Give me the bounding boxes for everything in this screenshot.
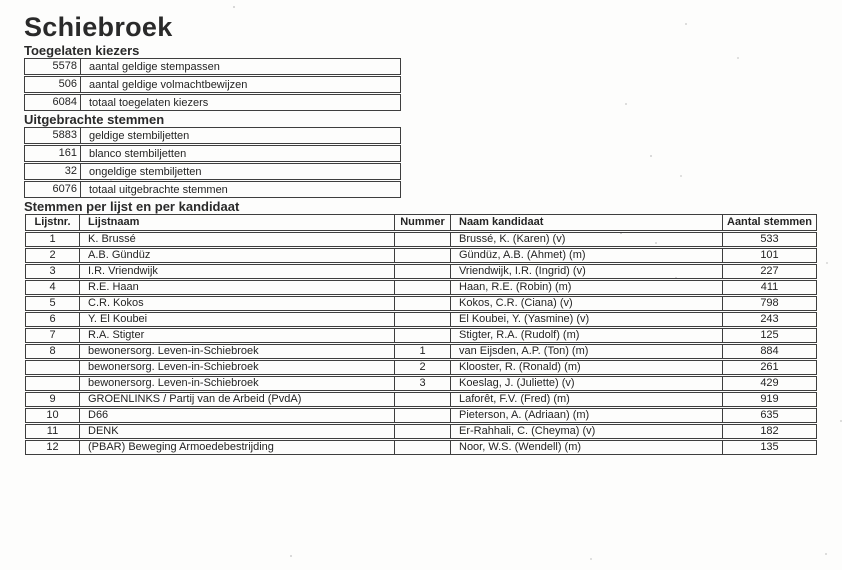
aantal-stemmen-cell: 261: [760, 361, 779, 373]
table-row: [25, 296, 817, 311]
kandidaten-table: [25, 214, 817, 455]
toegelaten-kiezers-table: [24, 58, 401, 111]
table-row: [25, 280, 817, 295]
aantal-stemmen-cell: 227: [760, 265, 779, 277]
lijstnr-cell: 12: [26, 441, 80, 454]
naam-kandidaat-cell: Pieterson, A. (Adriaan) (m): [451, 409, 723, 422]
nummer-cell: [395, 265, 451, 278]
naam-kandidaat-cell: El Koubei, Y. (Yasmine) (v): [451, 313, 723, 326]
lijstnaam-cell: (PBAR) Beweging Armoedebestrijding: [80, 441, 395, 454]
naam-kandidaat-cell: Haan, R.E. (Robin) (m): [451, 281, 723, 294]
nummer-cell: 3: [395, 377, 451, 390]
nummer-cell: 1: [395, 345, 451, 358]
lijstnr-cell: 5: [26, 297, 80, 310]
table-row: [24, 181, 401, 198]
lijstnr-cell: 8: [26, 345, 80, 358]
naam-kandidaat-cell: Brussé, K. (Karen) (v): [451, 233, 723, 246]
label-cell: geldige stembiljetten: [89, 129, 190, 142]
lijstnr-cell: [26, 361, 80, 374]
table-row: [25, 440, 817, 455]
label-cell: totaal uitgebrachte stemmen: [89, 183, 228, 196]
table-row: [25, 328, 817, 343]
section-toegelaten-kiezers: [24, 43, 842, 111]
table-row: [25, 312, 817, 327]
aantal-stemmen-cell: 798: [760, 297, 779, 309]
aantal-stemmen-cell: 243: [760, 313, 779, 325]
label-cell: aantal geldige stempassen: [89, 60, 220, 73]
nummer-cell: [395, 313, 451, 326]
aantal-stemmen-cell: 533: [760, 233, 779, 245]
lijstnaam-cell: D66: [80, 409, 395, 422]
naam-kandidaat-cell: Gündüz, A.B. (Ahmet) (m): [451, 249, 723, 262]
count-cell: 5883: [25, 128, 81, 143]
count-cell: 5578: [25, 59, 81, 74]
column-header-naam-kandidaat: Naam kandidaat: [451, 215, 723, 230]
column-header-lijstnaam: Lijstnaam: [80, 215, 395, 230]
nummer-cell: [395, 393, 451, 406]
naam-kandidaat-cell: Noor, W.S. (Wendell) (m): [451, 441, 723, 454]
lijstnr-cell: 4: [26, 281, 80, 294]
lijstnr-cell: [26, 377, 80, 390]
nummer-cell: [395, 249, 451, 262]
count-cell: 506: [25, 77, 81, 92]
lijstnr-cell: 3: [26, 265, 80, 278]
aantal-stemmen-cell: 919: [760, 393, 779, 405]
lijstnaam-cell: R.E. Haan: [80, 281, 395, 294]
column-header-aantal-stemmen: Aantal stemmen: [727, 216, 812, 228]
naam-kandidaat-cell: Vriendwijk, I.R. (Ingrid) (v): [451, 265, 723, 278]
lijstnaam-cell: bewonersorg. Leven-in-Schiebroek: [80, 345, 395, 358]
table-row: [25, 232, 817, 247]
table-row: [25, 408, 817, 423]
nummer-cell: [395, 329, 451, 342]
count-cell: 32: [25, 164, 81, 179]
nummer-cell: [395, 297, 451, 310]
lijstnaam-cell: A.B. Gündüz: [80, 249, 395, 262]
lijstnaam-cell: Y. El Koubei: [80, 313, 395, 326]
naam-kandidaat-cell: van Eijsden, A.P. (Ton) (m): [451, 345, 723, 358]
table-row: [24, 76, 401, 93]
lijstnr-cell: 10: [26, 409, 80, 422]
uitgebrachte-stemmen-heading: Uitgebrachte stemmen: [24, 112, 165, 127]
aantal-stemmen-cell: 884: [760, 345, 779, 357]
nummer-cell: [395, 281, 451, 294]
table-row: [25, 424, 817, 439]
stemmen-per-lijst-heading: Stemmen per lijst en per kandidaat: [24, 199, 240, 214]
table-row: [25, 376, 817, 391]
lijstnr-cell: 7: [26, 329, 80, 342]
table-header-row: [25, 214, 817, 231]
lijstnaam-cell: bewonersorg. Leven-in-Schiebroek: [80, 377, 395, 390]
table-row: [24, 58, 401, 75]
table-row: [25, 248, 817, 263]
toegelaten-kiezers-heading: Toegelaten kiezers: [24, 43, 140, 58]
aantal-stemmen-cell: 135: [760, 441, 779, 453]
count-cell: 161: [25, 146, 81, 161]
lijstnr-cell: 2: [26, 249, 80, 262]
table-row: [25, 392, 817, 407]
naam-kandidaat-cell: Laforêt, F.V. (Fred) (m): [451, 393, 723, 406]
label-cell: totaal toegelaten kiezers: [89, 96, 209, 109]
table-row: [25, 264, 817, 279]
lijstnaam-cell: GROENLINKS / Partij van de Arbeid (PvdA): [80, 393, 395, 406]
aantal-stemmen-cell: 429: [760, 377, 779, 389]
nummer-cell: [395, 233, 451, 246]
table-row: [24, 94, 401, 111]
label-cell: aantal geldige volmachtbewijzen: [89, 78, 248, 91]
lijstnr-cell: 6: [26, 313, 80, 326]
nummer-cell: [395, 425, 451, 438]
naam-kandidaat-cell: Er-Rahhali, C. (Cheyma) (v): [451, 425, 723, 438]
lijstnr-cell: 9: [26, 393, 80, 406]
aantal-stemmen-cell: 635: [760, 409, 779, 421]
naam-kandidaat-cell: Kokos, C.R. (Ciana) (v): [451, 297, 723, 310]
aantal-stemmen-cell: 182: [760, 425, 779, 437]
aantal-stemmen-cell: 101: [760, 249, 779, 261]
lijstnaam-cell: bewonersorg. Leven-in-Schiebroek: [80, 361, 395, 374]
lijstnaam-cell: C.R. Kokos: [80, 297, 395, 310]
lijstnr-cell: 1: [26, 233, 80, 246]
count-cell: 6084: [25, 95, 81, 110]
uitgebrachte-stemmen-table: [24, 127, 401, 198]
lijstnaam-cell: I.R. Vriendwijk: [80, 265, 395, 278]
lijstnaam-cell: R.A. Stigter: [80, 329, 395, 342]
page-title: Schiebroek: [24, 12, 173, 42]
aantal-stemmen-cell: 411: [760, 281, 779, 293]
lijstnaam-cell: K. Brussé: [80, 233, 395, 246]
lijstnaam-cell: DENK: [80, 425, 395, 438]
column-header-nummer: Nummer: [395, 215, 451, 230]
label-cell: blanco stembiljetten: [89, 147, 187, 160]
section-stemmen-per-lijst: [24, 199, 842, 455]
count-cell: 6076: [25, 182, 81, 197]
label-cell: ongeldige stembiljetten: [89, 165, 202, 178]
nummer-cell: 2: [395, 361, 451, 374]
nummer-cell: [395, 409, 451, 422]
kandidaten-table-body: [25, 232, 817, 455]
naam-kandidaat-cell: Koeslag, J. (Juliette) (v): [451, 377, 723, 390]
table-row: [24, 127, 401, 144]
naam-kandidaat-cell: Klooster, R. (Ronald) (m): [451, 361, 723, 374]
table-row: [24, 163, 401, 180]
table-row: [25, 360, 817, 375]
section-uitgebrachte-stemmen: [24, 112, 842, 198]
nummer-cell: [395, 441, 451, 454]
naam-kandidaat-cell: Stigter, R.A. (Rudolf) (m): [451, 329, 723, 342]
table-row: [24, 145, 401, 162]
table-row: [25, 344, 817, 359]
lijstnr-cell: 11: [26, 425, 80, 438]
aantal-stemmen-cell: 125: [760, 329, 779, 341]
column-header-lijstnr: Lijstnr.: [26, 215, 80, 230]
